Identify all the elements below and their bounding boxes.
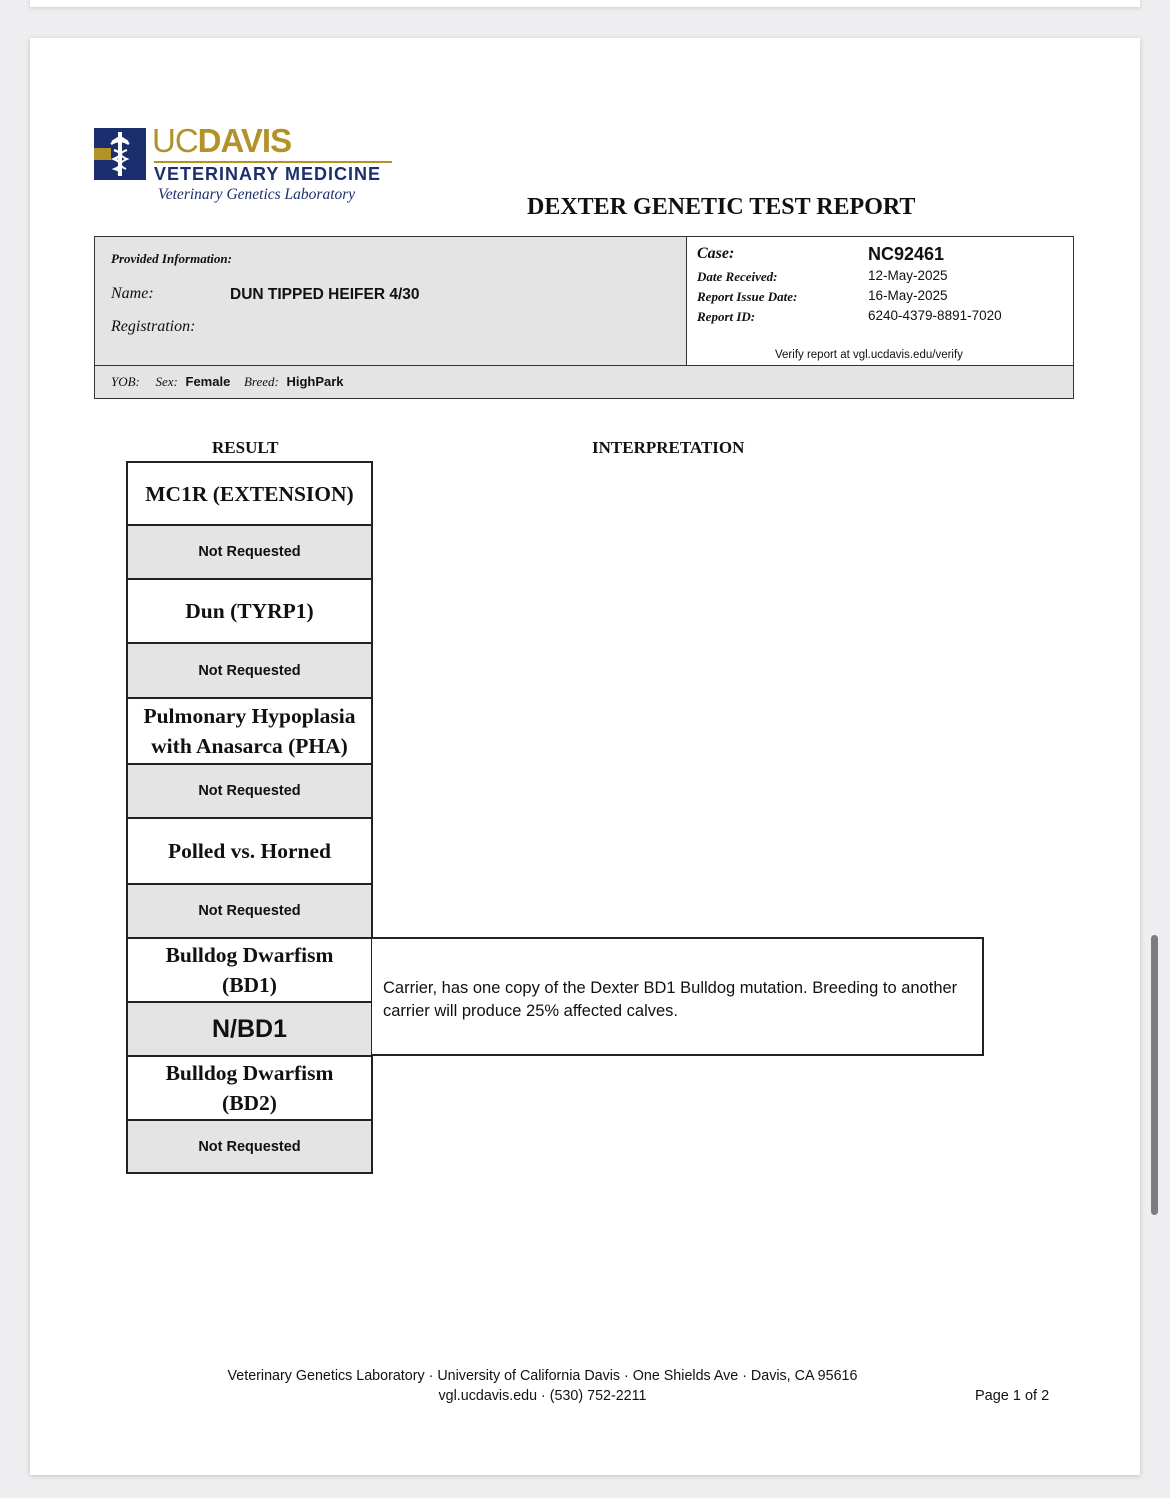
report-title: DEXTER GENETIC TEST REPORT [527, 194, 916, 220]
logo-wordmark: UCDAVIS [152, 122, 292, 159]
test-name: Polled vs. Horned [126, 819, 373, 885]
test-result: Not Requested [126, 885, 373, 939]
footer [30, 1366, 1055, 1406]
report-page [30, 38, 1140, 1475]
test-result-bd1: N/BD1 [126, 1003, 373, 1057]
date-received-label: Date Received: [697, 269, 778, 284]
test-result: Not Requested [126, 644, 373, 699]
test-name: Bulldog Dwarfism (BD2) [126, 1057, 373, 1121]
caduceus-seal-icon [94, 128, 146, 180]
previous-page-edge [30, 0, 1140, 7]
ucdavis-vetmed-logo [94, 122, 404, 208]
provided-information [95, 237, 687, 365]
yob-label: YOB: [111, 374, 140, 389]
logo-school: VETERINARY MEDICINE [154, 161, 392, 185]
test-name: Bulldog Dwarfism (BD1) [126, 939, 373, 1003]
case-information [687, 237, 1073, 365]
test-result: Not Requested [126, 1121, 373, 1174]
name-value: DUN TIPPED HEIFER 4/30 [230, 286, 420, 303]
results-table [126, 461, 373, 1174]
case-label: Case: [697, 245, 735, 262]
name-label: Name: [111, 285, 154, 302]
case-value: NC92461 [868, 244, 945, 264]
logo-lab-name: Veterinary Genetics Laboratory [158, 186, 356, 203]
issue-date-value: 16-May-2025 [868, 288, 948, 303]
test-name: Dun (TYRP1) [126, 580, 373, 644]
sex-label: Sex: [155, 374, 178, 389]
footer-contact: vgl.ucdavis.edu · (530) 752-2211 [438, 1388, 647, 1404]
registration-label: Registration: [111, 318, 196, 335]
issue-date-label: Report Issue Date: [697, 289, 798, 304]
animal-details [95, 365, 1073, 398]
report-id-value: 6240-4379-8891-7020 [868, 308, 1002, 323]
date-received-value: 12-May-2025 [868, 268, 948, 283]
test-name: MC1R (EXTENSION) [126, 461, 373, 526]
interpretation-bd1: Carrier, has one copy of the Dexter BD1 Bulldog mutation. Breeding to another carrier will produce 25% affected calves. [372, 937, 984, 1056]
test-result: Not Requested [126, 765, 373, 819]
breed-label: Breed: [243, 374, 279, 389]
report-id-label: Report ID: [697, 309, 756, 324]
vertical-scrollbar[interactable] [1151, 935, 1158, 1215]
page-number: Page 1 of 2 [975, 1388, 1050, 1404]
interpretation-header: INTERPRETATION [592, 438, 745, 457]
test-result: Not Requested [126, 526, 373, 580]
breed-value: HighPark [286, 374, 344, 389]
sex-value: Female [185, 374, 231, 389]
test-name: Pulmonary Hypoplasia with Anasarca (PHA) [126, 699, 373, 765]
verify-link[interactable]: Verify report at vgl.ucdavis.edu/verify [775, 349, 963, 361]
provided-heading: Provided Information: [111, 251, 232, 266]
result-header: RESULT [212, 438, 279, 457]
info-box [94, 236, 1074, 399]
footer-address: Veterinary Genetics Laboratory · University of California Davis · One Shields Ave · Davis, CA 95616 [227, 1368, 858, 1384]
